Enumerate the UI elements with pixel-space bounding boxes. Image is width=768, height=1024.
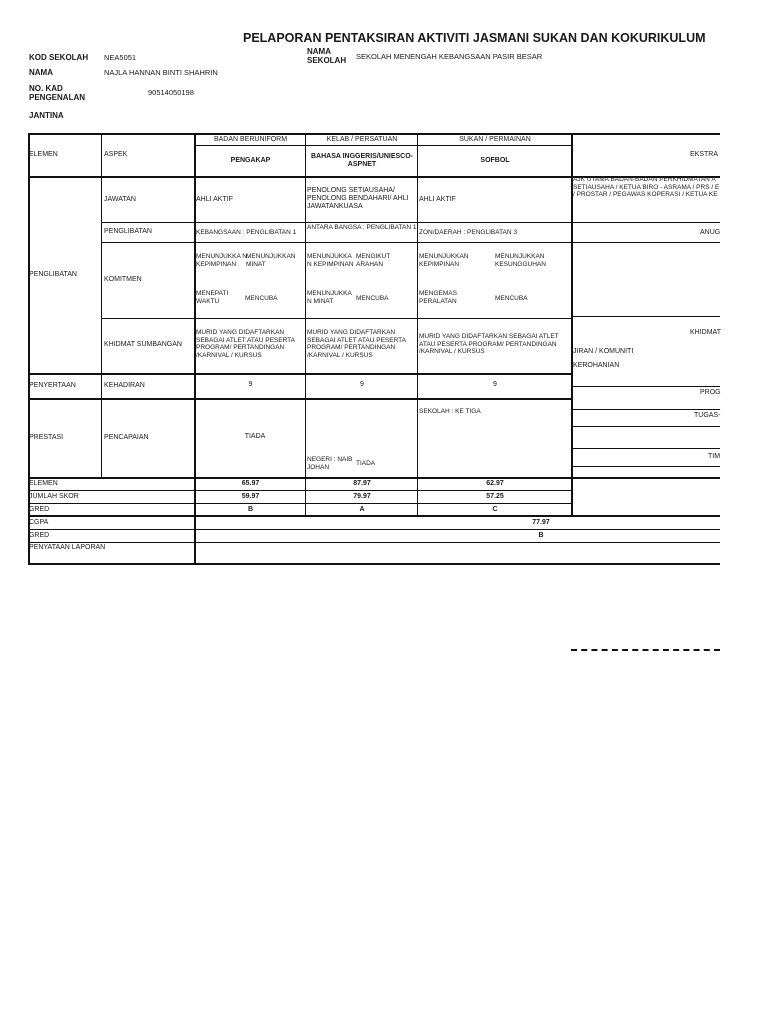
- pencapaian-kelab-negeri: NEGERI : NAIB JOHAN: [307, 456, 353, 471]
- aspek-pencapaian: PENCAPAIAN: [104, 434, 149, 441]
- komitmen-1-kepimpinan: MENUNJUKKA N KEPIMPINAN: [196, 253, 247, 268]
- khidmat-kelab-persatuan: MURID YANG DIDAFTARKAN SEBAGAI ATLET ATAU PESERTA PROGRAM/ PERTANDINGAN /KARNIVAL / KURSUS: [307, 329, 406, 359]
- komitmen-1-waktu: MENEPATI WAKTU: [196, 290, 229, 305]
- kad-pengenalan-value: 90514050198: [148, 88, 194, 97]
- grid-line: [572, 448, 720, 449]
- komitmen-2-kepimpinan: MENUNJUKKA N KEPIMPINAN: [307, 253, 354, 268]
- grid-line: [101, 133, 102, 478]
- grid-line: [28, 563, 720, 565]
- gred-label: GRED: [29, 506, 50, 513]
- grid-line: [305, 133, 306, 516]
- elemen-score-badan-beruniform: 65.97: [241, 480, 260, 487]
- prestasi-ekstra-tim: TIM: [708, 453, 721, 460]
- pencapaian-sukan-permainan: SEKOLAH : KE TIGA: [419, 408, 481, 415]
- aspek-khidmat-sumbangan: KHIDMAT SUMBANGAN: [104, 341, 182, 348]
- nama-sekolah-value: SEKOLAH MENENGAH KEBANGSAAN PASIR BESAR: [356, 52, 543, 61]
- jumlah-skor-sukan-permainan: 57.25: [486, 493, 504, 500]
- gred-kelab-persatuan: A: [359, 506, 365, 513]
- penglibatan-badan-beruniform: KEBANGSAAN : PENGLIBATAN 1: [196, 229, 297, 236]
- header-kelab-persatuan: KELAB / PERSATUAN: [326, 136, 398, 143]
- jawatan-kelab-persatuan: PENOLONG SETIAUSAHA/ PENOLONG BENDAHARI/ AHLI JAWATANKUASA: [307, 187, 409, 210]
- jantina-label: JANTINA: [29, 111, 64, 120]
- grid-line: [572, 316, 720, 317]
- summary-elemen-label: ELEMEN: [29, 480, 58, 487]
- ekstra-kerohanian: KEROHANIAN: [573, 362, 620, 369]
- komitmen-2-arahan: MENGIKUT ARAHAN: [356, 253, 391, 268]
- kehadiran-badan-beruniform: 9: [248, 381, 253, 388]
- gred-akhir-label: GRED: [29, 532, 50, 539]
- nama-sekolah-label: [307, 47, 346, 65]
- elemen-score-sukan-permainan: 62.97: [486, 480, 504, 487]
- gred-sukan-permainan: C: [492, 506, 498, 513]
- ekstra-jiran-komuniti: JIRAN / KOMUNITI: [573, 348, 634, 355]
- grid-line: [28, 503, 572, 504]
- header-sofbol: SOFBOL: [480, 157, 510, 164]
- elemen-penyertaan: PENYERTAAN: [29, 382, 76, 389]
- aspek-kehadiran: KEHADIRAN: [104, 382, 145, 389]
- jawatan-sukan-permainan: AHLI AKTIF: [419, 196, 456, 203]
- signature-line: [571, 649, 720, 651]
- page-title: PELAPORAN PENTAKSIRAN AKTIVITI JASMANI SUKAN DAN KOKURIKULUM: [243, 31, 706, 45]
- grid-line: [572, 409, 720, 410]
- komitmen-1-mencuba: MENCUBA: [245, 295, 278, 302]
- elemen-penglibatan: PENGLIBATAN: [29, 271, 77, 278]
- komitmen-3-mencuba: MENCUBA: [495, 295, 528, 302]
- aspek-komitmen: KOMITMEN: [104, 276, 142, 283]
- header-ekstra: EKSTRA: [690, 151, 719, 158]
- grid-line: [28, 542, 720, 543]
- grid-line: [195, 145, 572, 146]
- komitmen-3-kesungguhan: MENUNJUKKAN KESUNGGUHAN: [495, 253, 546, 268]
- nama-value: NAJLA HANNAN BINTI SHAHRIN: [104, 68, 218, 77]
- kehadiran-kelab-persatuan: 9: [360, 381, 364, 388]
- kod-sekolah-value: NEA5051: [104, 53, 137, 62]
- grid-line: [28, 477, 720, 479]
- elemen-prestasi: PRESTASI: [29, 434, 64, 441]
- komitmen-2-minat: MENUNJUKKA N MINAT: [307, 290, 352, 305]
- header-sukan-permainan: SUKAN / PERMAINAN: [459, 136, 531, 143]
- header-bahasa-inggeris: BAHASA INGGERIS/UNIESCO-ASPNET: [310, 153, 414, 168]
- nama-sekolah-label-line1: NAMA: [307, 47, 331, 56]
- header-elemen: ELEMEN: [29, 151, 58, 158]
- grid-line: [28, 373, 572, 375]
- grid-line: [101, 318, 572, 319]
- grid-line: [28, 515, 720, 517]
- gred-badan-beruniform: B: [247, 506, 254, 513]
- penglibatan-ekstra: ANUG: [700, 229, 721, 236]
- aspek-jawatan: JAWATAN: [104, 196, 136, 203]
- khidmat-ekstra: KHIDMAT: [690, 329, 721, 336]
- grid-line: [28, 490, 572, 491]
- elemen-score-kelab-persatuan: 87.97: [353, 480, 371, 487]
- penglibatan-sukan-permainan: ZON/DAERAH : PENGLIBATAN 3: [419, 229, 518, 236]
- grid-line: [28, 529, 720, 530]
- jumlah-skor-badan-beruniform: 59.97: [241, 493, 260, 500]
- cgpa-value: 77.97: [532, 519, 550, 526]
- penyertaan-ekstra: PROG: [700, 389, 721, 396]
- komitmen-3-peralatan: MENGEMAS PERALATAN: [419, 290, 457, 305]
- nama-sekolah-label-line2: SEKOLAH: [307, 56, 347, 65]
- jumlah-skor-kelab-persatuan: 79.97: [353, 493, 371, 500]
- gred-akhir-value: B: [538, 532, 544, 539]
- khidmat-sukan-permainan: MURID YANG DIDAFTARKAN SEBAGAI ATLET ATAU PESERTA PROGRAM/ PERTANDINGAN /KARNIVAL / KURSUS: [419, 333, 559, 355]
- komitmen-2-mencuba: MENCUBA: [356, 295, 389, 302]
- kehadiran-sukan-permainan: 9: [493, 381, 497, 388]
- kad-label-line2: PENGENALAN: [29, 93, 86, 102]
- komitmen-3-kepimpinan: MENUNJUKKAN KEPIMPINAN: [419, 253, 469, 268]
- jawatan-ekstra: AJK UTAMA BADAN-BADAN PERKHIDMATAN A SETIAUSAHA / KETUA BIRO - ASRAMA / PRS / E / PROSTAR / PEGAWAS KOPERASI / KETUA KE: [573, 176, 720, 198]
- kad-label-line1: NO. KAD: [29, 84, 63, 93]
- jumlah-skor-label: JUMLAH SKOR: [29, 493, 79, 500]
- kad-pengenalan-label: [29, 84, 85, 102]
- pencapaian-badan-beruniform: TIADA: [244, 433, 266, 440]
- grid-line: [572, 426, 720, 427]
- nama-label: NAMA: [29, 68, 53, 77]
- kod-sekolah-label: KOD SEKOLAH: [29, 53, 89, 62]
- header-badan-beruniform: BADAN BERUNIFORM: [213, 136, 288, 143]
- grid-line: [572, 466, 720, 467]
- komitmen-1-minat: MENUNJUKKAN MINAT: [246, 253, 296, 268]
- header-aspek: ASPEK: [104, 151, 128, 158]
- prestasi-ekstra-tugas: TUGAS-: [694, 412, 721, 419]
- penglibatan-kelab-persatuan: ANTARA BANGSA : PENGLIBATAN 1: [307, 224, 417, 231]
- header-pengakap: PENGAKAP: [230, 157, 271, 164]
- grid-line: [572, 386, 720, 387]
- grid-line: [28, 398, 572, 400]
- cgpa-label: CGPA: [29, 519, 49, 526]
- penyataan-laporan-label: PENYATAAN LAPORAN: [29, 544, 106, 551]
- jawatan-badan-beruniform: AHLI AKTIF: [196, 196, 233, 203]
- aspek-penglibatan: PENGLIBATAN: [104, 228, 152, 235]
- grid-line: [417, 133, 418, 516]
- khidmat-badan-beruniform: MURID YANG DIDAFTARKAN SEBAGAI ATLET ATAU PESERTA PROGRAM/ PERTANDINGAN /KARNIVAL / KURSUS: [196, 329, 295, 359]
- pencapaian-kelab-tiada: TIADA: [356, 460, 376, 467]
- grid-line: [28, 133, 720, 135]
